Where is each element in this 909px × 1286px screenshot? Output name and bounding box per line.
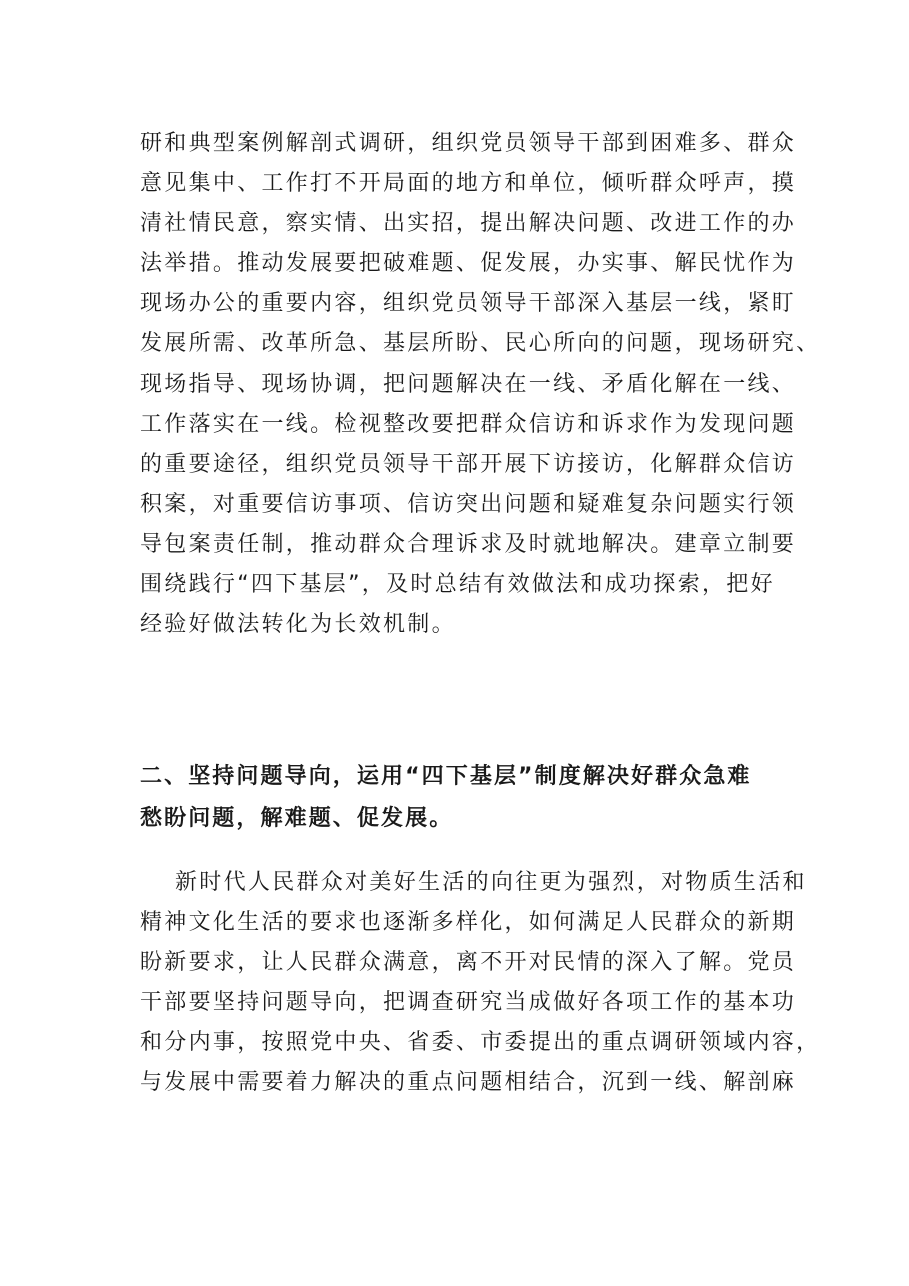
- paragraph-line: 现场指导、现场协调，把问题解决在一线、矛盾化解在一线、: [140, 371, 797, 397]
- paragraph-line: 工作落实在一线。检视整改要把群众信访和诉求作为发现问题: [140, 411, 797, 437]
- paragraph-line: 法举措。推动发展要把破难题、促发展，办实事、解民忧作为: [140, 251, 797, 277]
- paragraph-line: 和分内事，按照党中央、省委、市委提出的重点调研领域内容，: [140, 1030, 821, 1056]
- paragraph-line: 研和典型案例解剖式调研，组织党员领导干部到困难多、群众: [140, 131, 797, 156]
- heading-line: 二、坚持问题导向，运用“四下基层”制度解决好群众急难: [140, 764, 752, 789]
- paragraph-line: 积案，对重要信访事项、信访突出问题和疑难复杂问题实行领: [140, 491, 797, 517]
- paragraph-line: 清社情民意，察实情、出实招，提出解决问题、改进工作的办: [140, 211, 797, 237]
- heading-line: 愁盼问题，解难题、促发展。: [140, 806, 454, 831]
- paragraph-line: 盼新要求，让人民群众满意，离不开对民情的深入了解。党员: [140, 950, 797, 976]
- paragraph-line: 导包案责任制，推动群众合理诉求及时就地解决。建章立制要: [140, 531, 797, 557]
- paragraph-line: 经验好做法转化为长效机制。: [140, 612, 456, 638]
- body-paragraph-1: [140, 124, 821, 645]
- paragraph-line: 干部要坚持问题导向，把调查研究当成做好各项工作的基本功: [140, 990, 797, 1016]
- paragraph-line: 意见集中、工作打不开局面的地方和单位，倾听群众呼声，摸: [140, 171, 797, 197]
- paragraph-line: 围绕践行“四下基层”，及时总结有效做法和成功探索，把好: [140, 572, 775, 598]
- paragraph-line: 的重要途径，组织党员领导干部开展下访接访，化解群众信访: [140, 451, 797, 477]
- section-heading: [140, 756, 780, 840]
- paragraph-line: 与发展中需要着力解决的重点问题相结合，沉到一线、解剖麻: [140, 1070, 797, 1096]
- paragraph-line: 发展所需、改革所急、基层所盼、民心所向的问题，现场研究、: [140, 331, 821, 357]
- body-paragraph-2: [140, 863, 821, 1104]
- paragraph-line: 精神文化生活的要求也逐渐多样化，如何满足人民群众的新期: [140, 910, 797, 936]
- paragraph-line: 现场办公的重要内容，组织党员领导干部深入基层一线，紧盯: [140, 291, 797, 317]
- paragraph-line: 新时代人民群众对美好生活的向往更为强烈，对物质生活和: [175, 870, 807, 895]
